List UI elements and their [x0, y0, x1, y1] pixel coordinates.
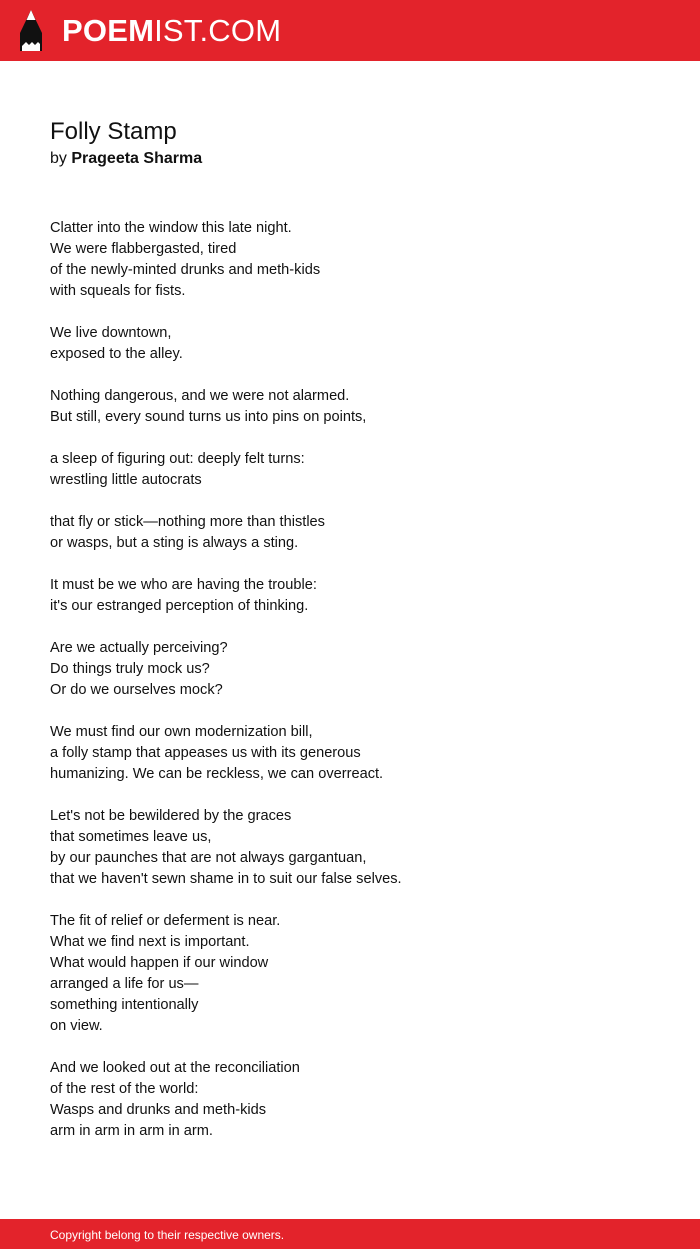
poem-line: it's our estranged perception of thinking. — [50, 598, 309, 614]
poem-line: that sometimes leave us, — [50, 829, 212, 845]
site-header — [0, 0, 700, 61]
logo-text-light: IST.COM — [154, 13, 282, 48]
poem-stanza — [50, 1058, 650, 1142]
poem-line: The fit of relief or deferment is near. — [50, 913, 281, 929]
poem-line: with squeals for fists. — [50, 283, 186, 299]
poem-stanza — [50, 722, 650, 785]
poem-line: Do things truly mock us? — [50, 661, 210, 677]
poem-author: Prageeta Sharma — [71, 150, 203, 167]
poem-title: Folly Stamp — [50, 118, 177, 145]
poem-line: Are we actually perceiving? — [50, 640, 228, 656]
poem-line: Wasps and drunks and meth-kids — [50, 1102, 267, 1118]
copyright-text: Copyright belong to their respective owners. — [50, 1228, 285, 1242]
poem-stanza — [50, 638, 650, 701]
poem-stanza — [50, 911, 650, 1037]
pencil-icon[interactable] — [18, 9, 44, 52]
poem-line: of the rest of the world: — [50, 1081, 199, 1097]
poem-stanza — [50, 806, 650, 890]
logo-text-strong: POEM — [62, 13, 155, 48]
poem-line: We were flabbergasted, tired — [50, 241, 237, 257]
poem-line: that we haven't sewn shame in to suit our false selves. — [50, 871, 402, 887]
poem-line: wrestling little autocrats — [50, 472, 202, 488]
site-footer — [0, 1219, 700, 1249]
poem-line: arm in arm in arm in arm. — [50, 1123, 213, 1139]
poem-line: of the newly-minted drunks and meth-kids — [50, 262, 321, 278]
poem-line: a sleep of figuring out: deeply felt turns: — [50, 451, 305, 467]
poem-line: We live downtown, — [50, 325, 172, 341]
poem-line: by our paunches that are not always gargantuan, — [50, 850, 367, 866]
poem-stanza — [50, 575, 650, 617]
poem-line: Or do we ourselves mock? — [50, 682, 223, 698]
poem-line: What we find next is important. — [50, 934, 250, 950]
poem-line: Let's not be bewildered by the graces — [50, 808, 292, 824]
poem-body — [50, 218, 650, 1163]
poem-line: We must find our own modernization bill, — [50, 724, 313, 740]
by-label: by — [50, 150, 67, 167]
poem-line: arranged a life for us— — [50, 976, 199, 992]
poem-stanza — [50, 512, 650, 554]
poem-line: Nothing dangerous, and we were not alarmed. — [50, 388, 350, 404]
poem-line: a folly stamp that appeases us with its generous — [50, 745, 361, 761]
site-logo[interactable] — [62, 11, 281, 51]
poem-line: And we looked out at the reconciliation — [50, 1060, 300, 1076]
poem-line: What would happen if our window — [50, 955, 269, 971]
poem-stanza — [50, 449, 650, 491]
poem-line: exposed to the alley. — [50, 346, 183, 362]
poem-line: But still, every sound turns us into pins on points, — [50, 409, 367, 425]
poem-stanza — [50, 323, 650, 365]
poem-line: It must be we who are having the trouble: — [50, 577, 317, 593]
poem-line: something intentionally — [50, 997, 199, 1013]
poem-stanza — [50, 218, 650, 302]
poem-line: Clatter into the window this late night. — [50, 220, 292, 236]
poem-line: humanizing. We can be reckless, we can overreact. — [50, 766, 384, 782]
poem-byline — [50, 148, 202, 170]
poem-line: or wasps, but a sting is always a sting. — [50, 535, 299, 551]
poem-stanza — [50, 386, 650, 428]
poem-line: that fly or stick—nothing more than thistles — [50, 514, 325, 530]
poem-line: on view. — [50, 1018, 103, 1034]
